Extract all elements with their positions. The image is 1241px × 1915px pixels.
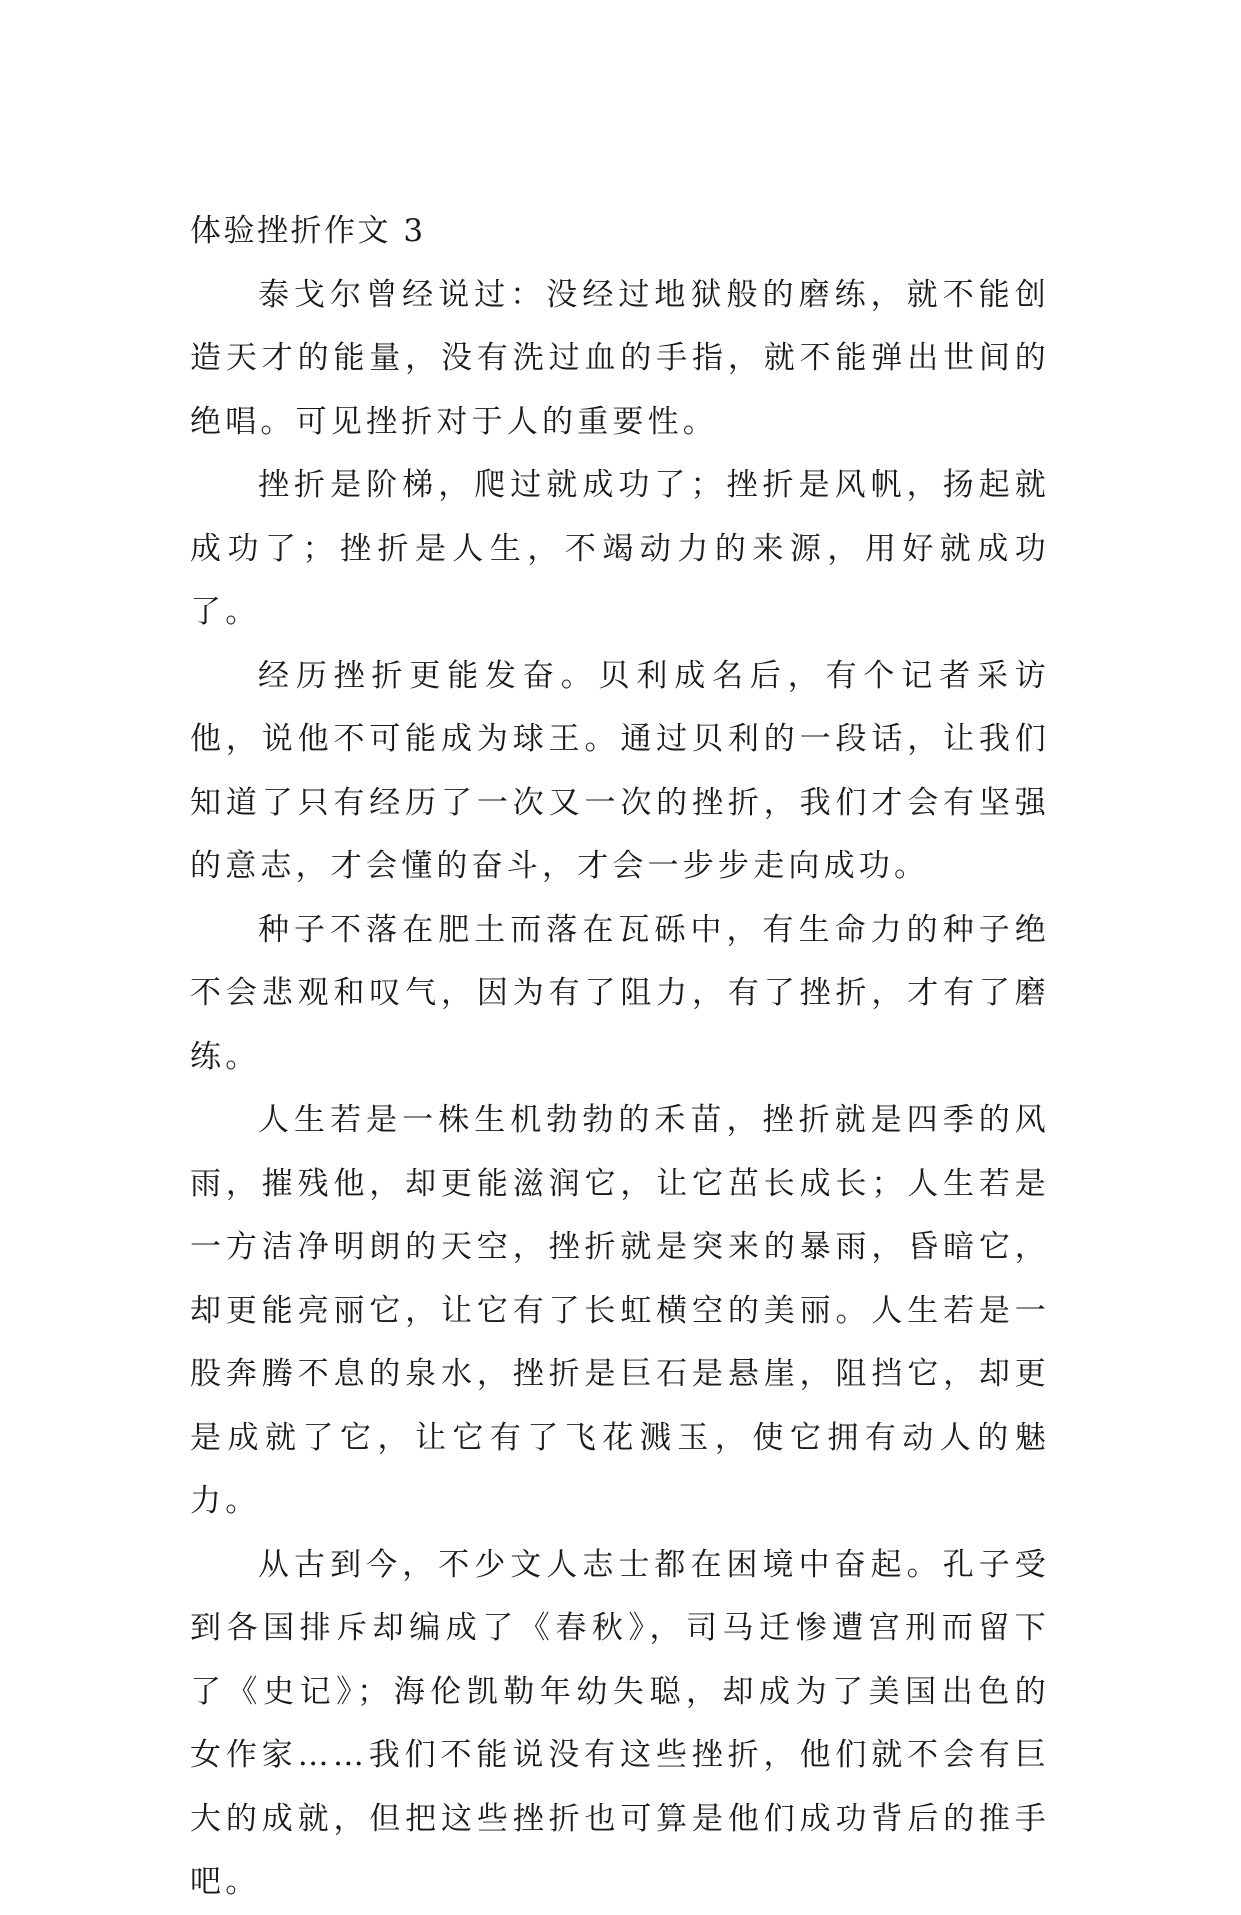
paragraph-3: 经历挫折更能发奋。贝利成名后，有个记者采访他，说他不可能成为球王。通过贝利的一段话，让我们知道了只有经历了一次又一次的挫折，我们才会有坚强的意志，才会懂的奋斗，才会一步步走向成功。 bbox=[190, 657, 1050, 884]
document-body bbox=[190, 200, 1050, 1915]
paragraph-6: 从古到今，不少文人志士都在困境中奋起。孔子受到各国排斥却编成了《春秋》，司马迁惨遭宫刑而留下了《史记》；海伦凯勒年幼失聪，却成为了美国出色的女作家……我们不能说没有这些挫折，他们就不会有巨大的成就，但把这些挫折也可算是他们成功背后的推手吧。 bbox=[190, 1546, 1050, 1900]
document-title: 体验挫折作文 3 bbox=[190, 213, 426, 249]
paragraph-1: 泰戈尔曾经说过：没经过地狱般的磨练，就不能创造天才的能量，没有洗过血的手指，就不能弹出世间的绝唱。可见挫折对于人的重要性。 bbox=[190, 276, 1050, 440]
paragraph-5: 人生若是一株生机勃勃的禾苗，挫折就是四季的风雨，摧残他，却更能滋润它，让它茁长成长；人生若是一方洁净明朗的天空，挫折就是突来的暴雨，昏暗它，却更能亮丽它，让它有了长虹横空的美丽。人生若是一股奔腾不息的泉水，挫折是巨石是悬崖，阻挡它，却更是成就了它，让它有了飞花溅玉，使它拥有动人的魅力。 bbox=[190, 1102, 1050, 1519]
paragraph-2: 挫折是阶梯，爬过就成功了；挫折是风帆，扬起就成功了；挫折是人生，不竭动力的来源，用好就成功了。 bbox=[190, 467, 1050, 630]
paragraph-4: 种子不落在肥土而落在瓦砾中，有生命力的种子绝不会悲观和叹气，因为有了阻力，有了挫折，才有了磨练。 bbox=[190, 911, 1050, 1075]
